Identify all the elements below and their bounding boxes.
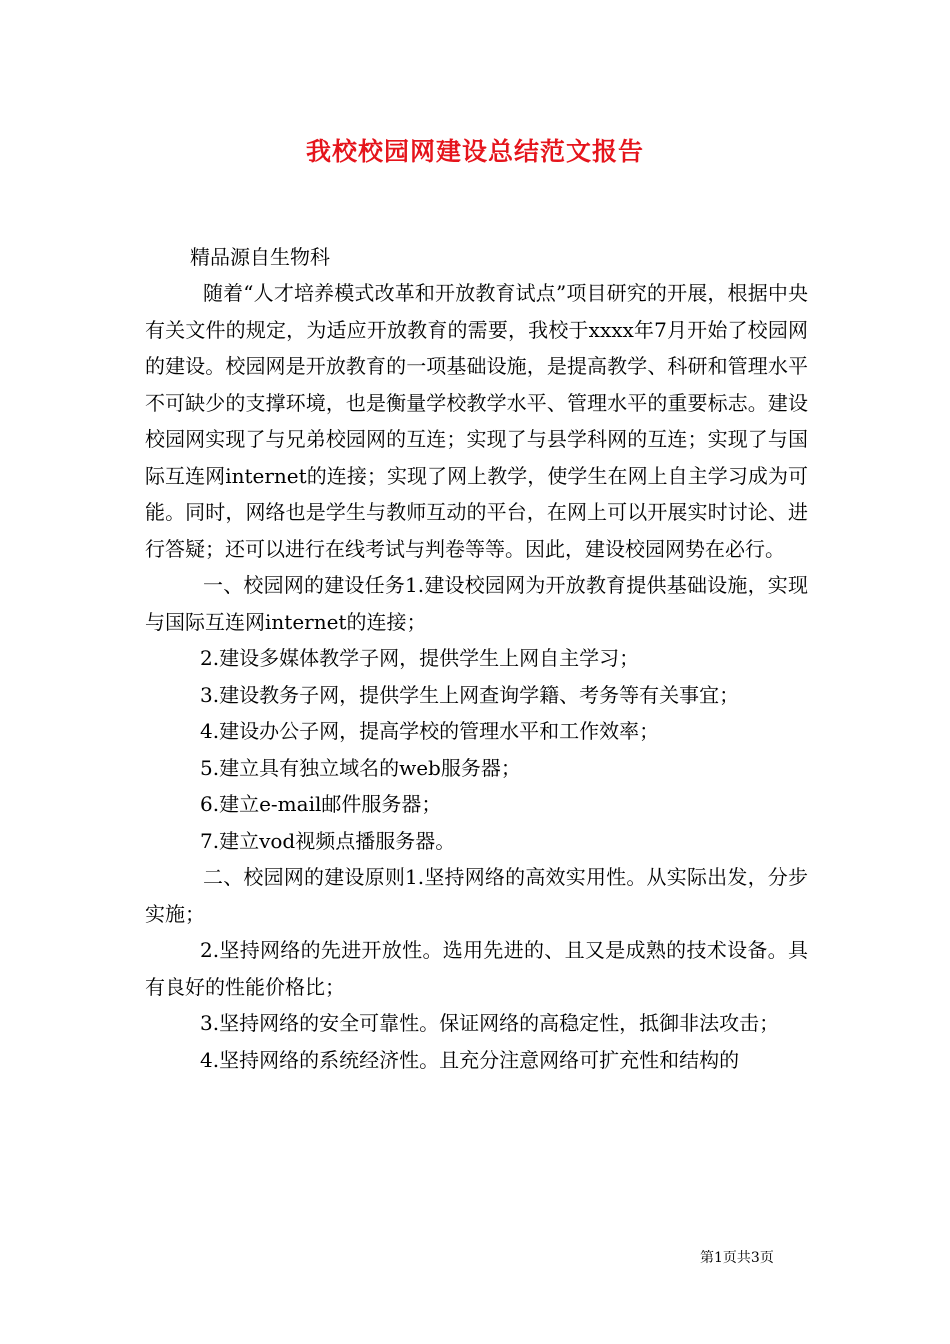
paragraph-section-principles: 二、校园网的建设原则1.坚持网络的高效实用性。从实际出发，分步实施；: [145, 865, 808, 926]
page-number-footer: 第1页共3页: [700, 1250, 774, 1266]
source-line: 精品源自生物科: [190, 245, 330, 269]
paragraph-item: 4.坚持网络的系统经济性。且充分注意网络可扩充性和结构的: [200, 1047, 740, 1072]
paragraph-item: 7.建立vod视频点播服务器。: [200, 828, 456, 853]
paragraph-item: 2.建设多媒体教学子网，提供学生上网自主学习；: [200, 646, 640, 670]
paragraph-section-tasks: 一、校园网的建设任务1.建设校园网为开放教育提供基础设施，实现与国际互连网internet的连接；: [145, 573, 808, 634]
document-body: [145, 275, 808, 1078]
paragraph-intro: 随着“人才培养模式改革和开放教育试点”项目研究的开展，根据中央有关文件的规定，为适应开放教育的需要，我校于xxxx年7月开始了校园网的建设。校园网是开放教育的一项基础设施，是提高教学、科研和管理水平不可缺少的支撑环境，也是衡量学校教学水平、管理水平的重要标志。建设校园网实现了与兄弟校园网的互连；实现了与县学科网的互连；实现了与国际互连网internet的连接；实现了网上教学，使学生在网上自主学习成为可能。同时，网络也是学生与教师互动的平台，在网上可以开展实时讨论、进行答疑；还可以进行在线考试与判卷等等。因此，建设校园网势在必行。: [145, 281, 808, 561]
page-title: 我校校园网建设总结范文报告: [305, 137, 644, 166]
paragraph-item: 2.坚持网络的先进开放性。选用先进的、且又是成熟的技术设备。具有良好的性能价格比；: [145, 938, 808, 999]
paragraph-item: 6.建立e-mail邮件服务器；: [200, 792, 442, 816]
paragraph-item: 3.建设教务子网，提供学生上网查询学籍、考务等有关事宜；: [200, 682, 740, 707]
paragraph-item: 5.建立具有独立域名的web服务器；: [200, 755, 521, 780]
paragraph-item: 4.建设办公子网，提高学校的管理水平和工作效率；: [200, 719, 660, 743]
paragraph-item: 3.坚持网络的安全可靠性。保证网络的高稳定性，抵御非法攻击；: [200, 1011, 780, 1035]
